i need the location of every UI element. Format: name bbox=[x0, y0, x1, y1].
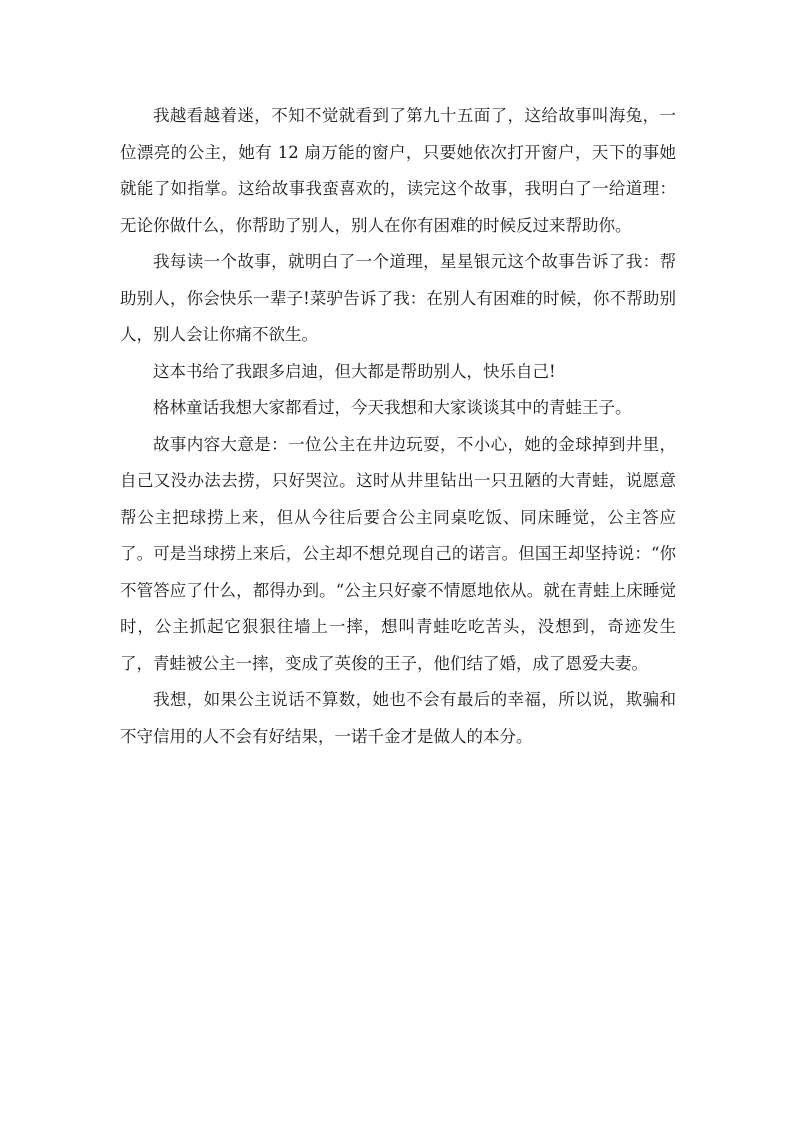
paragraph-1: 我越看越着迷，不知不觉就看到了第九十五面了，这给故事叫海兔，一位漂亮的公主，她有 12 扇万能的窗户，只要她依次打开窗户，天下的事她就能了如指掌。这给故事我蛮喜欢的，读完这个故事，我明白了一给道理：无论你做什么，你帮助了别人，别人在你有困难的时候反过来帮助你。 bbox=[120, 106, 676, 235]
paragraph-3: 这本书给了我跟多启迪，但大都是帮助别人，快乐自己! bbox=[153, 361, 556, 381]
paragraph-6: 我想，如果公主说话不算数，她也不会有最后的幸福，所以说，欺骗和不守信用的人不会有好结果，一诺千金才是做人的本分。 bbox=[120, 690, 676, 746]
paragraph-2: 我每读一个故事，就明白了一个道理，星星银元这个故事告诉了我：帮助别人，你会快乐一辈子!菜驴告诉了我：在别人有困难的时候，你不帮助别人，别人会让你痛不欲生。 bbox=[120, 252, 676, 344]
paragraph-4: 格林童话我想大家都看过，今天我想和大家谈谈其中的青蛙王子。 bbox=[153, 398, 632, 417]
paragraph-5: 故事内容大意是：一位公主在井边玩耍，不小心，她的金球掉到井里，自己又没办法去捞，只好哭泣。这时从井里钻出一只丑陋的大青蛙，说愿意帮公主把球捞上来，但从今往后要合公主同桌吃饭、同床睡觉，公主答应了。可是当球捞上来后，公主却不想兑现自己的诺言。但国王却坚持说：“你不管答应了什么，都得办到。“公主只好豪不情愿地依从。就在青蛙上床睡觉时，公主抓起它狠狠往墙上一摔，想叫青蛙吃吃苦头，没想到，奇迹发生了，青蛙被公主一摔，变成了英俊的王子，他们结了婚，成了恩爱夫妻。 bbox=[120, 434, 676, 673]
document-body bbox=[120, 98, 676, 755]
